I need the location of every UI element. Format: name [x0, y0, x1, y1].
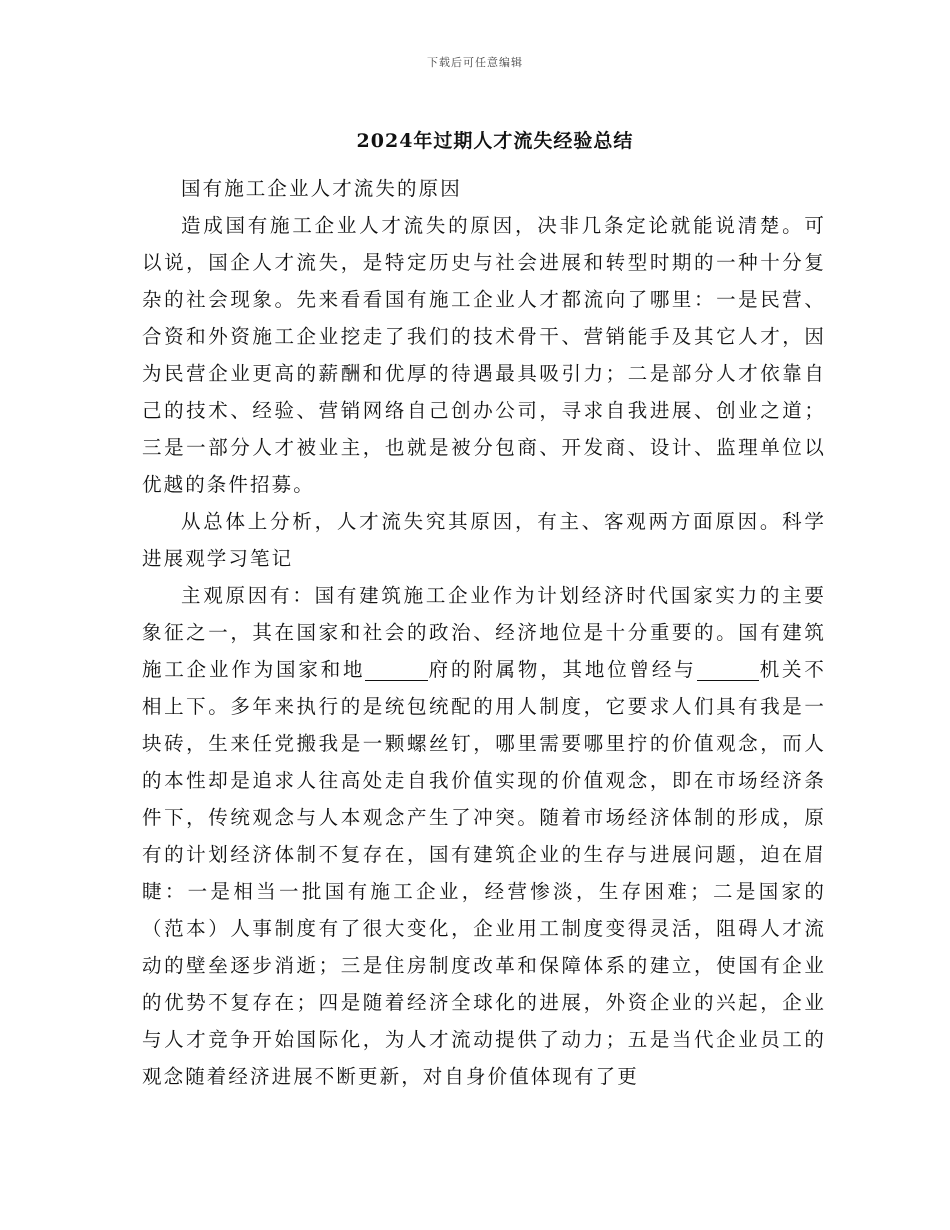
paragraph-2: 从总体上分析，人才流失究其原因，有主、客观两方面原因。科学进展观学习笔记: [142, 510, 826, 570]
subheading: 国有施工企业人才流失的原因: [181, 177, 462, 200]
paragraph-3: [142, 577, 826, 1095]
document-title: 2024年过期人才流失经验总结: [356, 130, 634, 152]
blank-underline: [365, 660, 427, 681]
blank-underline: [697, 660, 759, 681]
paragraph-3-part-a: 主观原因有：国有建筑施工企业作为计划经济时代国家实力的主要象征之一，其在国家和社会的政治、经济地位是十分重要的。国有建筑施工企业作为国家和地: [142, 584, 826, 681]
document-body: [142, 170, 826, 1095]
paragraph-1: 造成国有施工企业人才流失的原因，决非几条定论就能说清楚。可以说，国企人才流失，是特定历史与社会进展和转型时期的一种十分复杂的社会现象。先来看看国有施工企业人才都流向了哪里：一是民营、合资和外资施工企业挖走了我们的技术骨干、营销能手及其它人才，因为民营企业更高的薪酬和优厚的待遇最具吸引力；二是部分人才依靠自己的技术、经验、营销网络自己创办公司，寻求自我进展、创业之道；三是一部分人才被业主，也就是被分包商、开发商、设计、监理单位以优越的条件招募。: [142, 214, 826, 496]
paragraph-3-part-b: 府的附属物，其地位曾经与: [427, 658, 697, 681]
paragraph-3-part-c: 机关不相上下。多年来执行的是统包统配的用人制度，它要求人们具有我是一块砖，生来任党搬我是一颗螺丝钉，哪里需要哪里拧的价值观念，而人的本性却是追求人往高处走自我价值实现的价值观念，即在市场经济条件下，传统观念与人本观念产生了冲突。随着市场经济体制的形成，原有的计划经济体制不复存在，国有建筑企业的生存与进展问题，迫在眉睫：一是相当一批国有施工企业，经营惨淡，生存困难；二是国家的（范本）人事制度有了很大变化，企业用工制度变得灵活，阻碍人才流动的壁垒逐步消逝；三是住房制度改革和保障体系的建立，使国有企业的优势不复存在；四是随着经济全球化的进展，外资企业的兴起，企业与人才竞争开始国际化，为人才流动提供了动力；五是当代企业员工的观念随着经济进展不断更新，对自身价值体现有了更: [142, 658, 826, 1088]
header-note: 下载后可任意编辑: [427, 56, 523, 69]
